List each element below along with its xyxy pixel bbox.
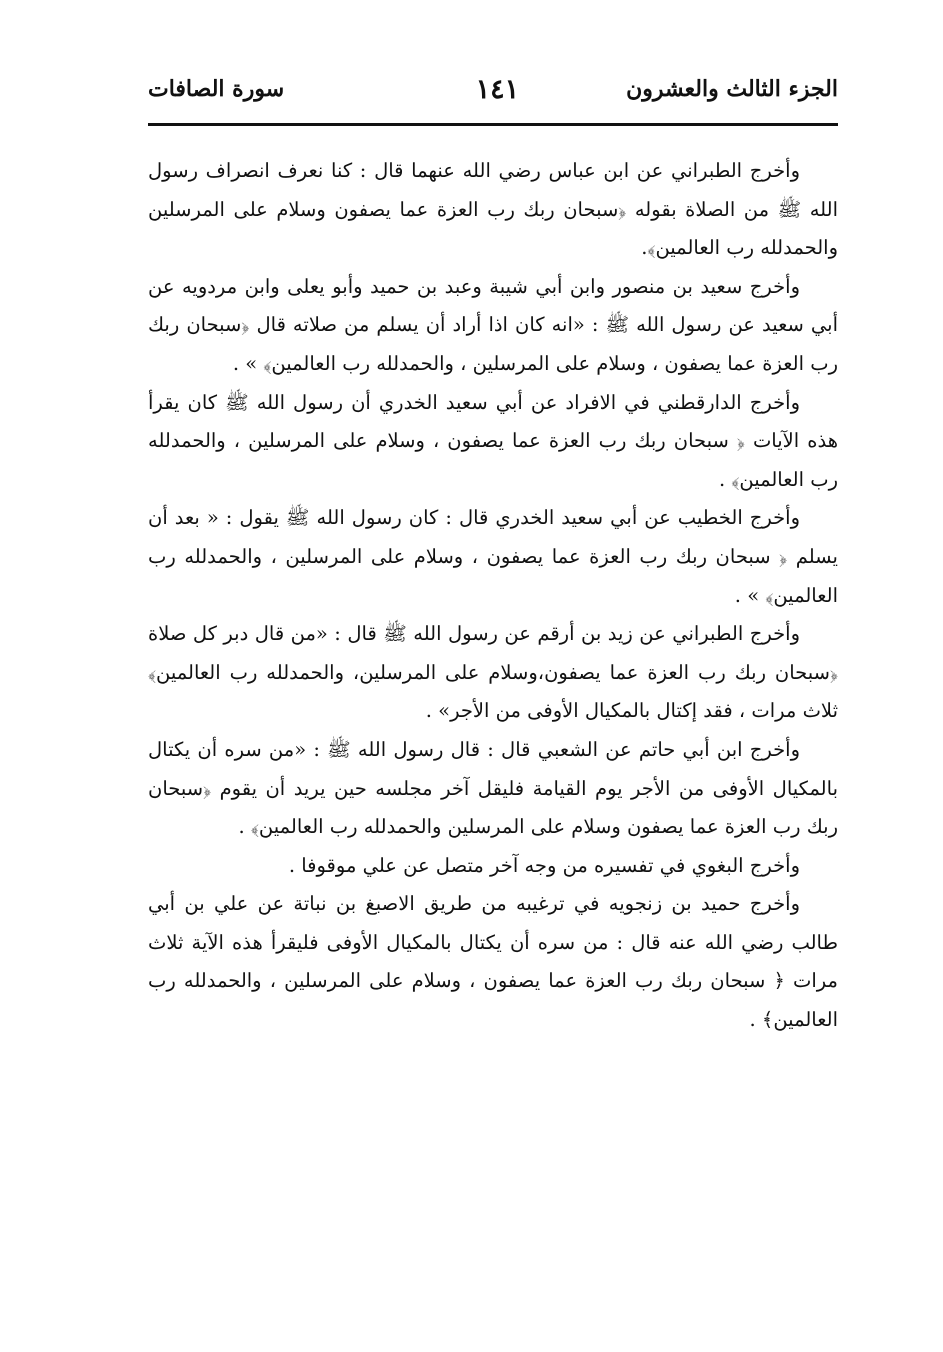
paragraph: وأخرج الطبراني عن زيد بن أرقم عن رسول الله ﷺ قال : «من قال دبر كل صلاة ﴿سبحان ربك رب العزة عما يصفون،وسلام على المرسلين، والحمدلله رب العالمين﴾ ثلاث مرات ، فقد إكتال بالمكيال الأوفى من الأجر» .	[148, 622, 838, 723]
page-header	[148, 74, 838, 120]
running-head-part: الجزء الثالث والعشرون	[626, 76, 838, 102]
page-number: ١٤١	[475, 74, 520, 105]
paragraph: وأخرج حميد بن زنجويه في ترغيبه من طريق الاصبغ بن نباتة عن علي بن أبي طالب رضي الله عنه قال : من سره أن يكتال بالمكيال الأوفى فليقرأ هذه الآية ثلاث مرات ﴿ سبحان ربك رب العزة عما يصفون ، وسلام على المرسلين ، والحمدلله رب العالمين﴾ .	[148, 892, 838, 1032]
paragraph: وأخرج الطبراني عن ابن عباس رضي الله عنهما قال : كنا نعرف انصراف رسول الله ﷺ من الصلاة بقوله ﴿سبحان ربك رب العزة عما يصفون وسلام على المرسلين والحمدلله رب العالمين﴾.	[148, 159, 838, 260]
header-divider	[148, 123, 838, 126]
running-head-surah: سورة الصافات	[148, 76, 285, 102]
paragraph: وأخرج الخطيب عن أبي سعيد الخدري قال : كان رسول الله ﷺ يقول : « بعد أن يسلم ﴿ سبحان ربك رب العزة عما يصفون ، وسلام على المرسلين ، والحمدلله رب العالمين﴾ » .	[148, 506, 838, 607]
main-text	[148, 152, 838, 1040]
paragraph: وأخرج ابن أبي حاتم عن الشعبي قال : قال رسول الله ﷺ : «من سره أن يكتال بالمكيال الأوفى من الأجر يوم القيامة فليقل آخر مجلسه حين يريد أن يقوم ﴿سبحان ربك رب العزة عما يصفون وسلام على المرسلين والحمدلله رب العالمين﴾ .	[148, 737, 838, 839]
paragraph: وأخرج سعيد بن منصور وابن أبي شيبة وعبد بن حميد وأبو يعلى وابن مردويه عن أبي سعيد عن رسول الله ﷺ : «انه كان اذا أراد أن يسلم من صلاته قال ﴿سبحان ربك رب العزة عما يصفون ، وسلام على المرسلين ، والحمدلله رب العالمين﴾ » .	[148, 274, 838, 375]
paragraph: وأخرج البغوي في تفسيره من وجه آخر متصل عن علي موقوفا .	[288, 853, 800, 877]
paragraph: وأخرج الدارقطني في الافراد عن أبي سعيد الخدري أن رسول الله ﷺ كان يقرأ هذه الآيات ﴿ سبحان ربك رب العزة عما يصفون ، وسلام على المرسلين ، والحمدلله رب العالمين﴾ .	[148, 390, 838, 491]
